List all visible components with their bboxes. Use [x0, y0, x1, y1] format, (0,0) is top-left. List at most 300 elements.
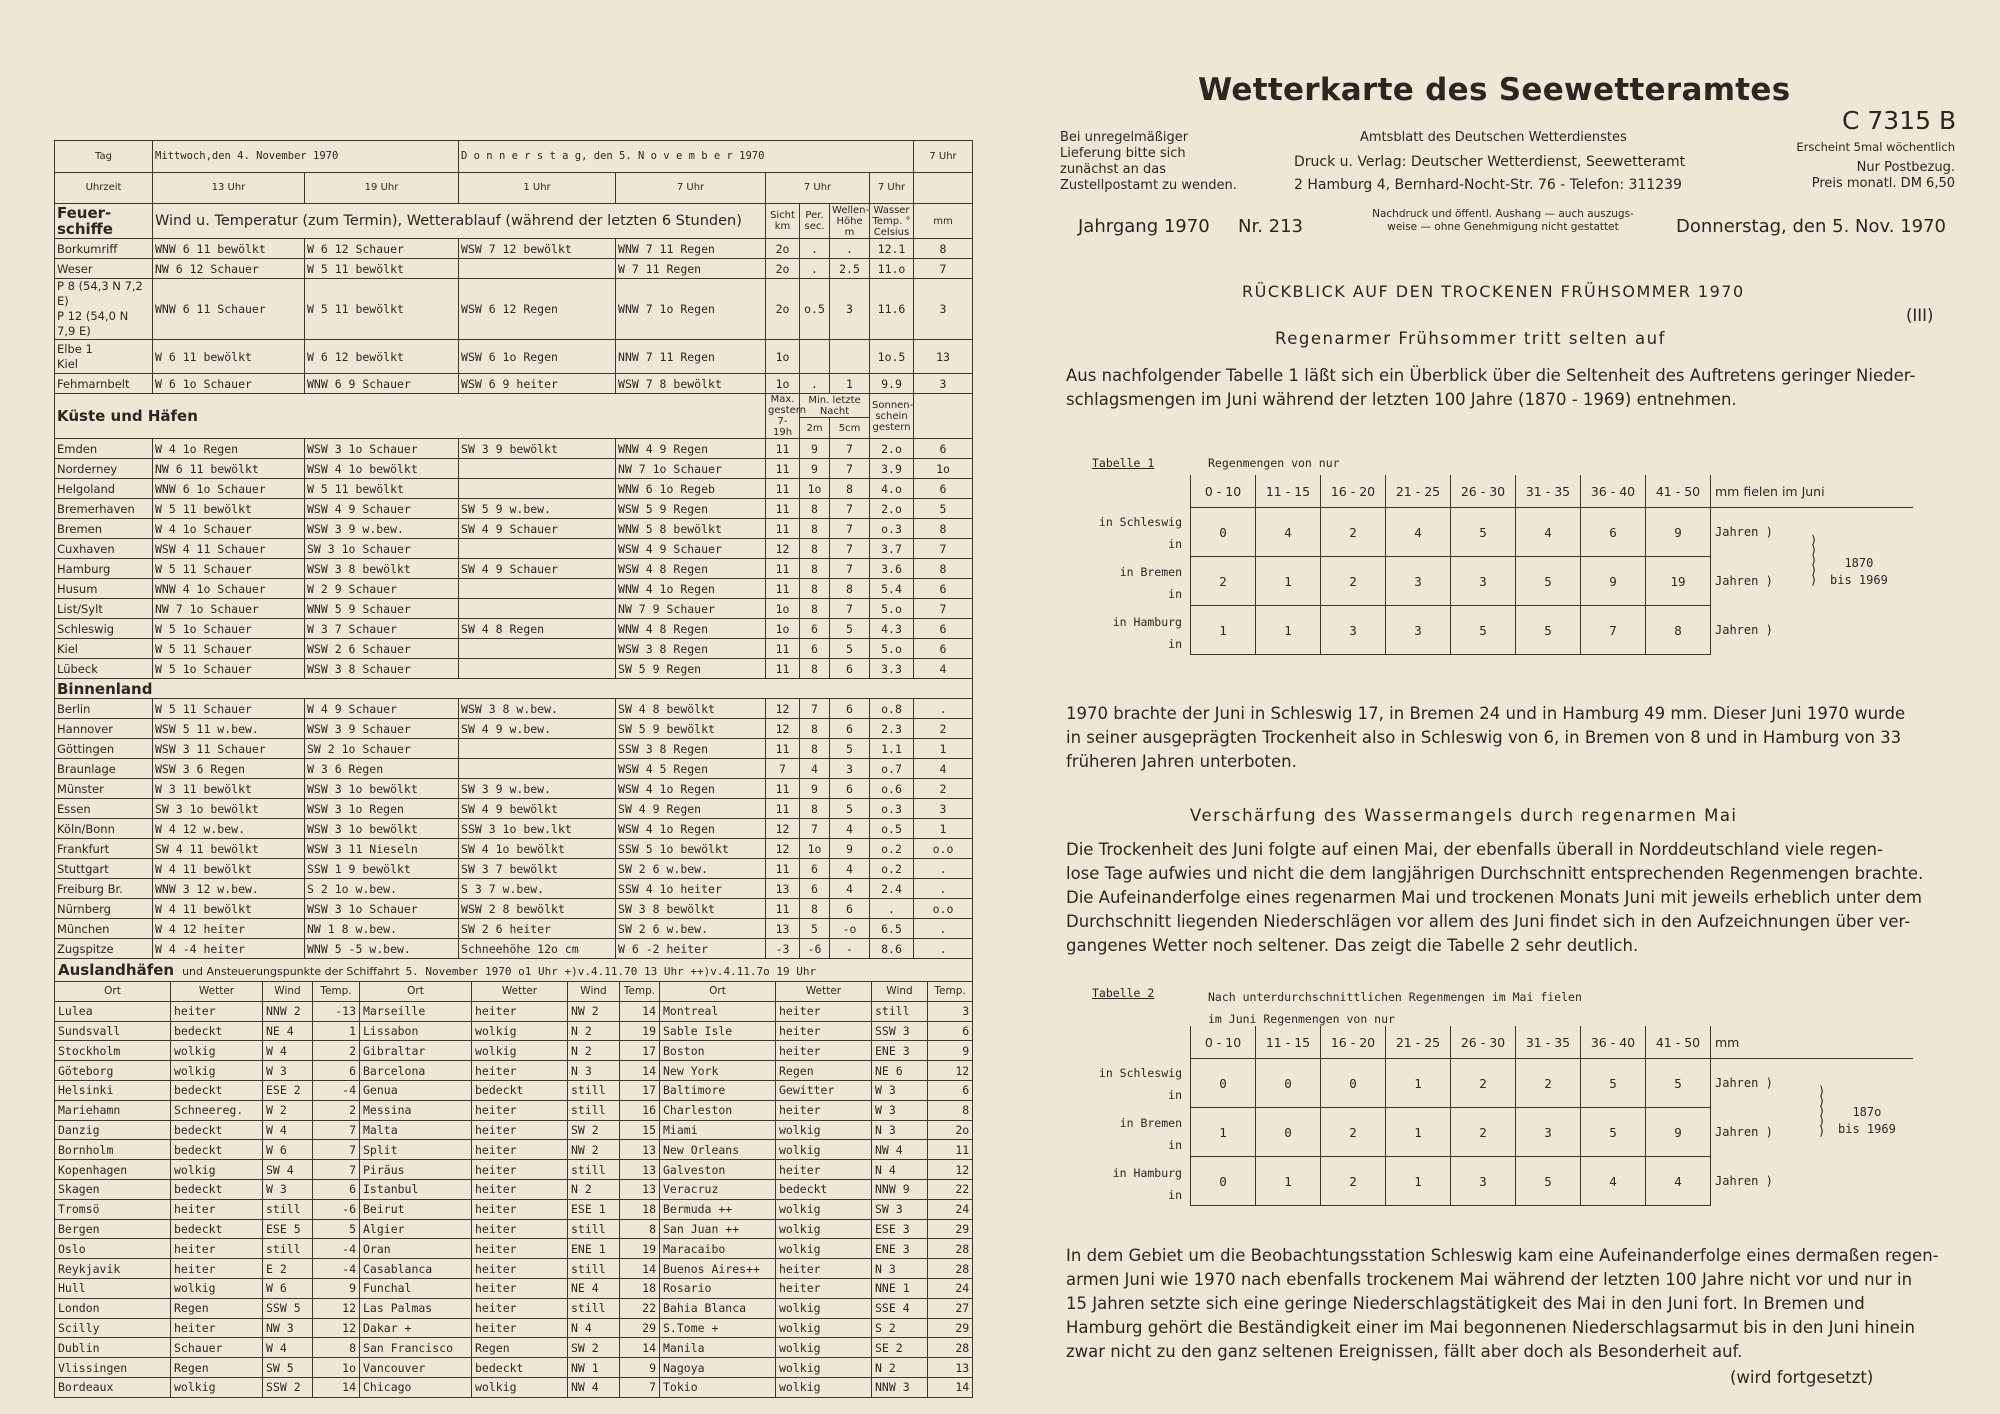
- observation-cell: WSW 3 8 Schauer: [305, 659, 459, 679]
- port-wind: W 3: [872, 1080, 928, 1100]
- observation-cell: W 3 7 Schauer: [305, 619, 459, 639]
- observation-cell: WNW 7 1o Regen: [616, 279, 766, 340]
- binnen-row: [55, 699, 973, 719]
- header-row-2: [55, 172, 973, 204]
- value-cell: 11.o: [870, 259, 914, 279]
- value-cell: 5: [830, 639, 870, 659]
- port-temp: 19: [620, 1239, 660, 1259]
- kueste-col-2m: 2m: [800, 418, 830, 439]
- value-cell: 1o: [914, 459, 973, 479]
- ausland-title-row: [55, 959, 973, 982]
- t1-value: 6: [1581, 508, 1646, 557]
- auslandhaefen-body: [55, 959, 973, 1398]
- port-temp: 15: [620, 1120, 660, 1140]
- binnen-row: [55, 939, 973, 959]
- value-cell: 8: [800, 899, 830, 919]
- port-wind: still: [263, 1199, 313, 1219]
- t1-col-unit: mm fielen im Juni: [1711, 475, 1913, 508]
- observation-cell: SW 2 6 w.bew.: [616, 919, 766, 939]
- station-name: Braunlage: [55, 759, 153, 779]
- observation-cell: WSW 6 12 Regen: [459, 279, 616, 340]
- publisher-line-1: Amtsblatt des Deutschen Wetterdienstes: [1360, 130, 1627, 145]
- port-temp: 9: [928, 1041, 973, 1061]
- port-name: London: [55, 1298, 171, 1318]
- observation-cell: WSW 2 6 Schauer: [305, 639, 459, 659]
- port-name: S.Tome +: [660, 1318, 776, 1338]
- weather-table-header: [55, 141, 973, 204]
- t2-row-label-1: in Hamburg: [1112, 1166, 1182, 1180]
- t1-col-header: 0 - 10: [1191, 475, 1256, 508]
- binnen-title: Binnenland: [55, 679, 973, 699]
- port-wind: S 2: [872, 1318, 928, 1338]
- t1-value: 1: [1256, 606, 1321, 655]
- value-cell: 2o: [766, 239, 800, 259]
- port-wind: SW 3: [872, 1199, 928, 1219]
- port-name: Helsinki: [55, 1080, 171, 1100]
- port-temp: 6: [313, 1179, 360, 1199]
- value-cell: [830, 340, 870, 374]
- col-wind: Wind: [872, 982, 928, 1002]
- value-cell: .: [800, 239, 830, 259]
- article-heading: RÜCKBLICK AUF DEN TROCKENEN FRÜHSOMMER 1970: [1242, 282, 1745, 301]
- observation-cell: SW 4 9 w.bew.: [459, 719, 616, 739]
- value-cell: 3.3: [870, 659, 914, 679]
- value-cell: -6: [800, 939, 830, 959]
- observation-cell: W 5 11 bewölkt: [305, 479, 459, 499]
- observation-cell: SSW 1 9 bewölkt: [305, 859, 459, 879]
- value-cell: [800, 340, 830, 374]
- ausland-row: [55, 1179, 973, 1199]
- value-cell: 7: [914, 539, 973, 559]
- observation-cell: [459, 599, 616, 619]
- value-cell: 1o: [766, 599, 800, 619]
- observation-cell: NW 1 8 w.bew.: [305, 919, 459, 939]
- port-name: Sable Isle: [660, 1021, 776, 1041]
- port-name: Bergen: [55, 1219, 171, 1239]
- port-weather: heiter: [171, 1259, 263, 1279]
- observation-cell: WSW 6 9 heiter: [459, 374, 616, 394]
- port-temp: 7: [313, 1140, 360, 1160]
- port-wind: NW 2: [568, 1001, 620, 1021]
- observation-cell: SW 5 9 w.bew.: [459, 499, 616, 519]
- observation-cell: SW 2 1o Schauer: [305, 739, 459, 759]
- station-name: [55, 340, 153, 374]
- t1-value: 5: [1516, 606, 1581, 655]
- port-name: Lissabon: [360, 1021, 472, 1041]
- port-name: San Francisco: [360, 1338, 472, 1358]
- kueste-row: [55, 499, 973, 519]
- port-temp: 22: [620, 1298, 660, 1318]
- port-weather: heiter: [472, 1278, 568, 1298]
- port-weather: wolkig: [776, 1377, 872, 1397]
- port-name: New York: [660, 1061, 776, 1081]
- station-name: Borkumriff: [55, 239, 153, 259]
- observation-cell: W 4 12 w.bew.: [153, 819, 305, 839]
- time-19: 19 Uhr: [305, 172, 459, 204]
- value-cell: 8: [800, 499, 830, 519]
- port-wind: ENE 1: [568, 1239, 620, 1259]
- port-name: Montreal: [660, 1001, 776, 1021]
- observation-cell: WSW 3 11 Schauer: [153, 739, 305, 759]
- port-weather: wolkig: [776, 1298, 872, 1318]
- port-name: Veracruz: [660, 1179, 776, 1199]
- port-name: Nagoya: [660, 1358, 776, 1378]
- t2-row-label: [1090, 1112, 1182, 1156]
- value-cell: 11.6: [870, 279, 914, 340]
- tag-cell: Tag: [55, 141, 153, 173]
- table-1: [1190, 475, 1913, 655]
- station-name: [55, 279, 153, 340]
- t2-value: 1: [1386, 1059, 1451, 1108]
- value-cell: 12: [766, 539, 800, 559]
- observation-cell: SW 5 9 Regen: [616, 659, 766, 679]
- feuer-row: [55, 239, 973, 259]
- value-cell: 8: [800, 519, 830, 539]
- port-weather: wolkig: [472, 1377, 568, 1397]
- value-cell: 2.4: [870, 879, 914, 899]
- observation-cell: SW 2 6 w.bew.: [616, 859, 766, 879]
- ausland-row: [55, 1318, 973, 1338]
- value-cell: 8: [800, 659, 830, 679]
- port-temp: -13: [313, 1001, 360, 1021]
- port-name: Reykjavik: [55, 1259, 171, 1279]
- t1-value: 2: [1321, 557, 1386, 606]
- value-cell: 6: [830, 899, 870, 919]
- port-weather: heiter: [472, 1259, 568, 1279]
- station-name: Bremerhaven: [55, 499, 153, 519]
- port-temp: 28: [928, 1338, 973, 1358]
- port-temp: 13: [620, 1160, 660, 1180]
- value-cell: 7: [830, 539, 870, 559]
- port-weather: heiter: [171, 1199, 263, 1219]
- port-name: Tokio: [660, 1377, 776, 1397]
- t1-value: 4: [1516, 508, 1581, 557]
- port-name: Danzig: [55, 1120, 171, 1140]
- observation-cell: WNW 4 9 Regen: [616, 439, 766, 459]
- port-temp: 8: [928, 1100, 973, 1120]
- value-cell: 1: [914, 739, 973, 759]
- observation-cell: NW 6 12 Schauer: [153, 259, 305, 279]
- port-weather: Regen: [472, 1338, 568, 1358]
- feuer-header-row: [55, 204, 973, 239]
- binnen-row: [55, 919, 973, 939]
- port-weather: heiter: [776, 1021, 872, 1041]
- value-cell: 9: [830, 839, 870, 859]
- t1-value: 4: [1256, 508, 1321, 557]
- observation-cell: WSW 3 6 Regen: [153, 759, 305, 779]
- port-name: Sundsvall: [55, 1021, 171, 1041]
- value-cell: -o: [830, 919, 870, 939]
- kueste-row: [55, 619, 973, 639]
- port-wind: N 3: [872, 1259, 928, 1279]
- port-wind: N 2: [872, 1358, 928, 1378]
- observation-cell: WSW 4 1o Regen: [616, 779, 766, 799]
- t1-row-label-1: in Hamburg: [1112, 615, 1182, 629]
- t2-value: 1: [1191, 1108, 1256, 1157]
- t2-value: 0: [1256, 1059, 1321, 1108]
- station-name-1: P 8 (54,3 N 7,2 E): [57, 279, 143, 308]
- ausland-row: [55, 1140, 973, 1160]
- port-name: Vancouver: [360, 1358, 472, 1378]
- port-name: Chicago: [360, 1377, 472, 1397]
- value-cell: 6: [800, 859, 830, 879]
- t2-value: 2: [1321, 1157, 1386, 1206]
- port-weather: heiter: [472, 1061, 568, 1081]
- port-wind: NE 4: [568, 1278, 620, 1298]
- t2-value: 1: [1256, 1157, 1321, 1206]
- port-name: Marseille: [360, 1001, 472, 1021]
- t2-header-row: [1191, 1026, 1913, 1059]
- value-cell: 11: [766, 479, 800, 499]
- kueste-col-blank: [914, 394, 973, 439]
- ausland-subtitle: und Ansteuerungspunkte der Schiffahrt: [182, 964, 400, 978]
- value-cell: 1.1: [870, 739, 914, 759]
- table2-subtitle: Nach unterdurchschnittlichen Regenmengen im Mai fielen im Juni Regenmengen von nur: [1208, 990, 1582, 1026]
- port-name: Mariehamn: [55, 1100, 171, 1120]
- port-wind: NE 4: [263, 1021, 313, 1041]
- value-cell: 7: [830, 519, 870, 539]
- value-cell: 6: [800, 879, 830, 899]
- observation-cell: WSW 3 1o Regen: [305, 799, 459, 819]
- port-name: Vlissingen: [55, 1358, 171, 1378]
- port-temp: -4: [313, 1259, 360, 1279]
- kueste-header-row: [55, 394, 973, 418]
- observation-cell: W 4 12 heiter: [153, 919, 305, 939]
- value-cell: 1: [830, 374, 870, 394]
- port-wind: SW 2: [568, 1120, 620, 1140]
- col-temp: Temp.: [313, 982, 360, 1002]
- station-name: Nürnberg: [55, 899, 153, 919]
- wednesday-cell: Mittwoch,den 4. November 1970: [153, 141, 459, 173]
- kueste-row: [55, 579, 973, 599]
- feuer-row: [55, 259, 973, 279]
- station-name: Helgoland: [55, 479, 153, 499]
- port-name: Bermuda ++: [660, 1199, 776, 1219]
- weather-table: [54, 140, 973, 959]
- observation-cell: WSW 4 1o Regen: [616, 819, 766, 839]
- value-cell: .: [914, 939, 973, 959]
- t2-value: 3: [1451, 1157, 1516, 1206]
- col-ort: Ort: [660, 982, 776, 1002]
- t2-value: 2: [1451, 1108, 1516, 1157]
- observation-cell: SW 3 8 bewölkt: [616, 899, 766, 919]
- observation-cell: SW 4 11 bewölkt: [153, 839, 305, 859]
- observation-cell: SSW 4 1o heiter: [616, 879, 766, 899]
- observation-cell: SSW 3 8 Regen: [616, 739, 766, 759]
- ausland-row: [55, 1041, 973, 1061]
- port-weather: heiter: [776, 1278, 872, 1298]
- observation-cell: SW 4 1o bewölkt: [459, 839, 616, 859]
- header-row-1: [55, 141, 973, 173]
- value-cell: .: [914, 919, 973, 939]
- t2-data-row: [1191, 1059, 1913, 1108]
- kueste-row: [55, 439, 973, 459]
- port-temp: 14: [620, 1338, 660, 1358]
- port-weather: Regen: [776, 1061, 872, 1081]
- port-weather: Regen: [171, 1358, 263, 1378]
- value-cell: 8: [800, 559, 830, 579]
- observation-cell: W 2 9 Schauer: [305, 579, 459, 599]
- t1-row-label-2: in: [1168, 537, 1182, 551]
- col-wetter: Wetter: [776, 982, 872, 1002]
- port-weather: wolkig: [776, 1140, 872, 1160]
- value-cell: 5.4: [870, 579, 914, 599]
- port-weather: Schauer: [171, 1338, 263, 1358]
- port-name: Stockholm: [55, 1041, 171, 1061]
- observation-cell: [459, 739, 616, 759]
- value-cell: o.2: [870, 839, 914, 859]
- value-cell: 1o: [766, 340, 800, 374]
- value-cell: o.7: [870, 759, 914, 779]
- port-temp: 7: [313, 1120, 360, 1140]
- value-cell: 1o: [800, 479, 830, 499]
- port-weather: heiter: [472, 1120, 568, 1140]
- kueste-row: [55, 539, 973, 559]
- value-cell: 1: [914, 819, 973, 839]
- port-weather: heiter: [472, 1100, 568, 1120]
- t2-row-label-2: in: [1168, 1088, 1182, 1102]
- value-cell: 5.o: [870, 599, 914, 619]
- uhrzeit-cell: Uhrzeit: [55, 172, 153, 204]
- col-wetter: Wetter: [472, 982, 568, 1002]
- observation-cell: WSW 4 9 Schauer: [305, 499, 459, 519]
- t1-value: 9: [1581, 557, 1646, 606]
- value-cell: 2.3: [870, 719, 914, 739]
- feuerschiffe-section: [55, 204, 973, 394]
- port-wind: W 3: [263, 1061, 313, 1081]
- station-name: Köln/Bonn: [55, 819, 153, 839]
- port-weather: wolkig: [776, 1120, 872, 1140]
- t2-data-row: [1191, 1108, 1913, 1157]
- port-temp: 17: [620, 1080, 660, 1100]
- observation-cell: W 5 1o Schauer: [153, 659, 305, 679]
- port-wind: ENE 3: [872, 1041, 928, 1061]
- port-temp: 19: [620, 1021, 660, 1041]
- port-temp: 3: [928, 1001, 973, 1021]
- value-cell: o.3: [870, 519, 914, 539]
- port-wind: SW 4: [263, 1160, 313, 1180]
- port-temp: 14: [620, 1259, 660, 1279]
- table2-period: 187o bis 1969: [1838, 1105, 1896, 1136]
- value-cell: 11: [766, 639, 800, 659]
- value-cell: 11: [766, 739, 800, 759]
- t1-value: 2: [1321, 508, 1386, 557]
- value-cell: 6: [914, 619, 973, 639]
- port-wind: still: [263, 1239, 313, 1259]
- value-cell: 6: [914, 579, 973, 599]
- t1-value: 4: [1386, 508, 1451, 557]
- ausland-row: [55, 1100, 973, 1120]
- port-weather: wolkig: [776, 1338, 872, 1358]
- port-weather: Gewitter: [776, 1080, 872, 1100]
- port-name: Lulea: [55, 1001, 171, 1021]
- observation-cell: WSW 2 8 bewölkt: [459, 899, 616, 919]
- port-wind: SW 2: [568, 1338, 620, 1358]
- t2-col-header: 0 - 10: [1191, 1026, 1256, 1059]
- port-weather: bedeckt: [171, 1219, 263, 1239]
- value-cell: 4: [800, 759, 830, 779]
- port-weather: wolkig: [776, 1358, 872, 1378]
- t1-row-label-2: in: [1168, 587, 1182, 601]
- binnen-row: [55, 759, 973, 779]
- t2-data-row: [1191, 1157, 1913, 1206]
- observation-cell: WSW 5 9 Regen: [616, 499, 766, 519]
- t2-col-header: 41 - 50: [1646, 1026, 1711, 1059]
- t2-value: 2: [1516, 1059, 1581, 1108]
- port-weather: heiter: [776, 1041, 872, 1061]
- t1-row-label-1: in Schleswig: [1098, 515, 1182, 529]
- t2-value: 5: [1516, 1157, 1581, 1206]
- station-name: Freiburg Br.: [55, 879, 153, 899]
- t1-value: 8: [1646, 606, 1711, 655]
- kueste-row: [55, 479, 973, 499]
- observation-cell: [459, 759, 616, 779]
- port-name: Messina: [360, 1100, 472, 1120]
- observation-cell: SW 4 9 bewölkt: [459, 799, 616, 819]
- port-name: Baltimore: [660, 1080, 776, 1100]
- observation-cell: W 5 11 Schauer: [153, 699, 305, 719]
- station-name: Kiel: [55, 639, 153, 659]
- value-cell: .: [914, 879, 973, 899]
- port-wind: NNW 2: [263, 1001, 313, 1021]
- table2-brace: ) ) ) ) ): [1818, 1084, 1826, 1138]
- t2-value: 1: [1386, 1157, 1451, 1206]
- value-cell: 12: [766, 819, 800, 839]
- observation-cell: WSW 6 1o Regen: [459, 340, 616, 374]
- port-weather: heiter: [472, 1001, 568, 1021]
- delivery-note: Bei unregelmäßiger Lieferung bitte sich zunächst an das Zustellpostamt zu wenden.: [1060, 130, 1237, 193]
- value-cell: .: [914, 859, 973, 879]
- value-cell: 8: [800, 799, 830, 819]
- kueste-col-sonne: Sonnen- schein gestern: [870, 394, 914, 439]
- frequency-note: Erscheint 5mal wöchentlich: [1796, 140, 1955, 154]
- value-cell: 7: [766, 759, 800, 779]
- value-cell: 2: [914, 779, 973, 799]
- observation-cell: W 5 11 bewölkt: [305, 259, 459, 279]
- observation-cell: W 6 11 bewölkt: [153, 340, 305, 374]
- binnen-row: [55, 719, 973, 739]
- value-cell: 8: [914, 239, 973, 259]
- port-temp: 11: [928, 1140, 973, 1160]
- value-cell: 11: [766, 859, 800, 879]
- kueste-row: [55, 559, 973, 579]
- t2-col-header: 11 - 15: [1256, 1026, 1321, 1059]
- paragraph-1: Aus nachfolgender Tabelle 1 läßt sich ein Überblick über die Seltenheit des Auftretens geringer Nieder- schlagsmengen im Juni während der letzten 100 Jahre (1870 - 1969) entnehmen.: [1066, 366, 1916, 409]
- paragraph-4: In dem Gebiet um die Beobachtungsstation Schleswig kam eine Aufeinanderfolge eines dermaßen regen- armen Juni wie 1970 nach ebenfalls trockenem Mai während der letzten 100 Jahre nicht vor und nur in 15 Jahren setzte sich eine geringe Niederschlagstätigkeit des Mai in den Juni fort. In Bremen und Hamburg gehört die Beständigkeit einer im Mai begonnenen Niederschlagsarmut bis in den Juni hinein zwar nicht zu den ganz seltenen Ereignissen, fällt aber doch als Besonderheit auf.: [1066, 1246, 1939, 1361]
- port-temp: -4: [313, 1080, 360, 1100]
- value-cell: 8: [800, 739, 830, 759]
- station-name: Zugspitze: [55, 939, 153, 959]
- value-cell: 2o: [766, 259, 800, 279]
- port-temp: 12: [313, 1318, 360, 1338]
- value-cell: 3: [830, 759, 870, 779]
- observation-cell: WSW 3 11 Nieseln: [305, 839, 459, 859]
- port-temp: 14: [313, 1377, 360, 1397]
- t1-col-header: 11 - 15: [1256, 475, 1321, 508]
- time-7c: 7 Uhr: [870, 172, 914, 204]
- observation-cell: W 4 1o Schauer: [153, 519, 305, 539]
- observation-cell: SW 2 6 heiter: [459, 919, 616, 939]
- station-name: Hannover: [55, 719, 153, 739]
- feuer-col-wellen: Wellen- Höhe m: [830, 204, 870, 239]
- port-temp: 14: [928, 1377, 973, 1397]
- value-cell: 11: [766, 659, 800, 679]
- port-wind: SSW 3: [872, 1021, 928, 1041]
- port-temp: 8: [620, 1219, 660, 1239]
- station-name: Münster: [55, 779, 153, 799]
- binnen-row: [55, 779, 973, 799]
- ausland-date: 5. November 1970 o1 Uhr +)v.4.11.70 13 Uhr ++)v.4.11.7o 19 Uhr: [405, 964, 817, 978]
